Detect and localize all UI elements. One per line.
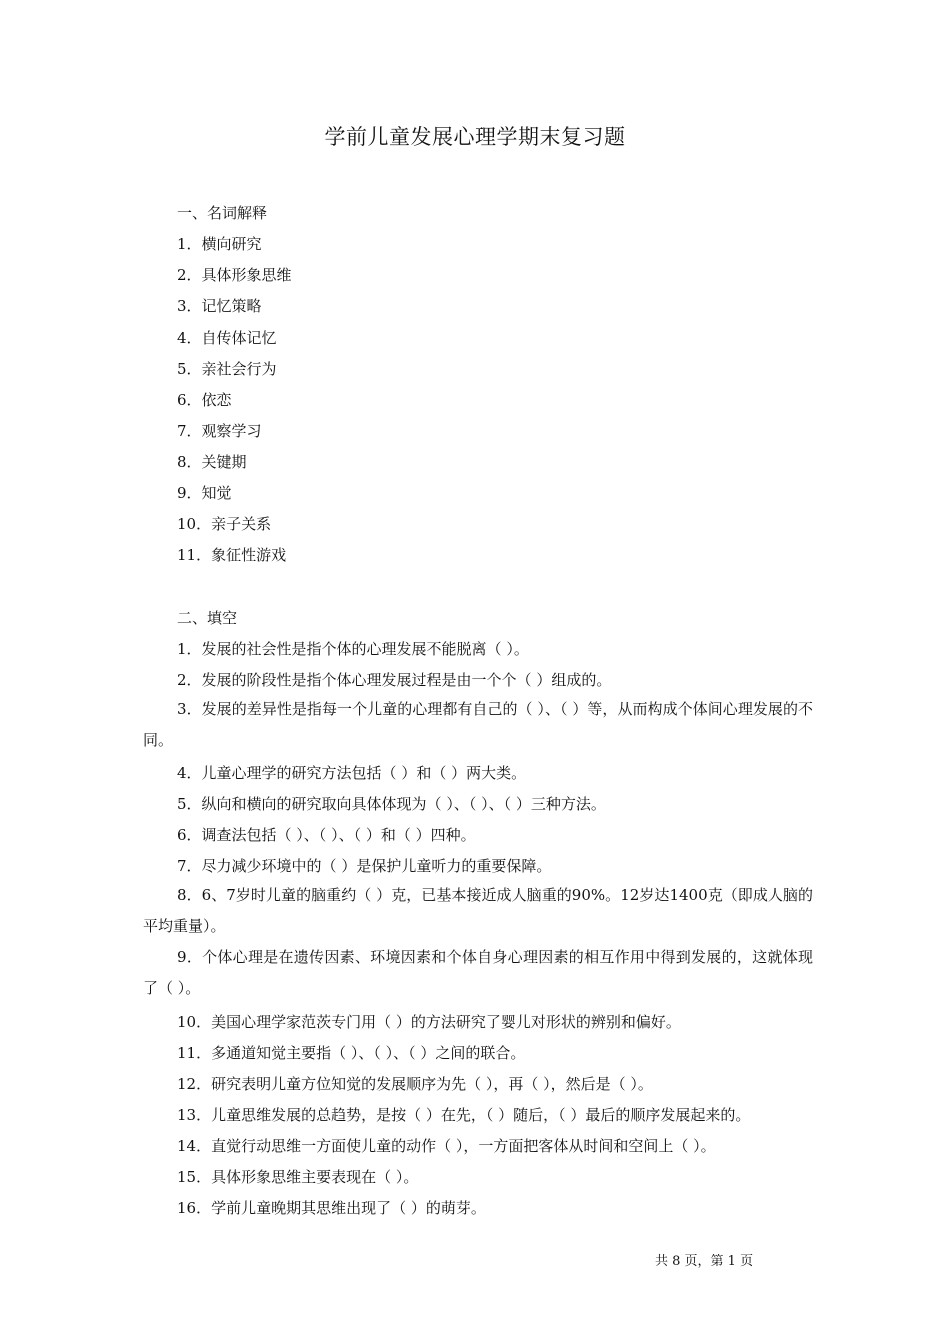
question-item: 14．直觉行动思维一方面使儿童的动作（ ），一方面把客体从时间和空间上（ ）。 — [177, 1137, 716, 1155]
section-heading-fill-blank: 二、填空 — [177, 609, 238, 627]
question-item: 5．纵向和横向的研究取向具体体现为（ ）、（ ）、（ ）三种方法。 — [177, 795, 606, 813]
question-item: 15．具体形象思维主要表现在（ ）。 — [177, 1168, 419, 1186]
page-footer: 共 8 页，第 1 页 — [655, 1254, 754, 1269]
document-title: 学前儿童发展心理学期末复习题 — [324, 125, 626, 149]
question-item: 12．研究表明儿童方位知觉的发展顺序为先（ ），再（ ），然后是（ ）。 — [177, 1075, 653, 1093]
question-item: 16．学前儿童晚期其思维出现了（ ）的萌芽。 — [177, 1199, 486, 1217]
term-item: 7．观察学习 — [177, 422, 262, 440]
question-item: 2．发展的阶段性是指个体心理发展过程是由一个个（ ）组成的。 — [177, 671, 612, 689]
question-item: 13．儿童思维发展的总趋势，是按（ ）在先，（ ）随后，（ ）最后的顺序发展起来的。 — [177, 1106, 751, 1124]
question-item: 1．发展的社会性是指个体的心理发展不能脱离（ ）。 — [177, 640, 529, 658]
term-item: 1．横向研究 — [177, 235, 262, 253]
question-item: 10．美国心理学家范茨专门用（ ）的方法研究了婴儿对形状的辨别和偏好。 — [177, 1013, 681, 1031]
question-item: 6．调查法包括（ ）、（ ）、（ ）和（ ）四种。 — [177, 826, 476, 844]
term-item: 3．记忆策略 — [177, 297, 262, 315]
question-item: 11．多通道知觉主要指（ ）、（ ）、（ ）之间的联合。 — [177, 1044, 526, 1062]
question-item: 7．尽力减少环境中的（ ）是保护儿童听力的重要保障。 — [177, 857, 552, 875]
term-item: 8．关键期 — [177, 453, 247, 471]
term-item: 10．亲子关系 — [177, 515, 272, 533]
term-item: 11．象征性游戏 — [177, 546, 287, 564]
question-item: 8．6、7岁时儿童的脑重约（ ）克，已基本接近成人脑重的90%。12岁达1400克（即成人脑的平均重量）。 — [143, 886, 813, 935]
term-item: 4．自传体记忆 — [177, 329, 277, 347]
question-item: 4．儿童心理学的研究方法包括（ ）和（ ）两大类。 — [177, 764, 527, 782]
term-item: 9．知觉 — [177, 484, 232, 502]
question-item: 9．个体心理是在遗传因素、环境因素和个体自身心理因素的相互作用中得到发展的，这就体现了（ ）。 — [143, 948, 813, 997]
term-item: 5．亲社会行为 — [177, 360, 277, 378]
term-item: 2．具体形象思维 — [177, 266, 292, 284]
question-item: 3．发展的差异性是指每一个儿童的心理都有自己的（ ）、（ ）等，从而构成个体间心理发展的不同。 — [143, 700, 813, 749]
term-item: 6．依恋 — [177, 391, 232, 409]
section-heading-terms: 一、名词解释 — [177, 204, 268, 222]
